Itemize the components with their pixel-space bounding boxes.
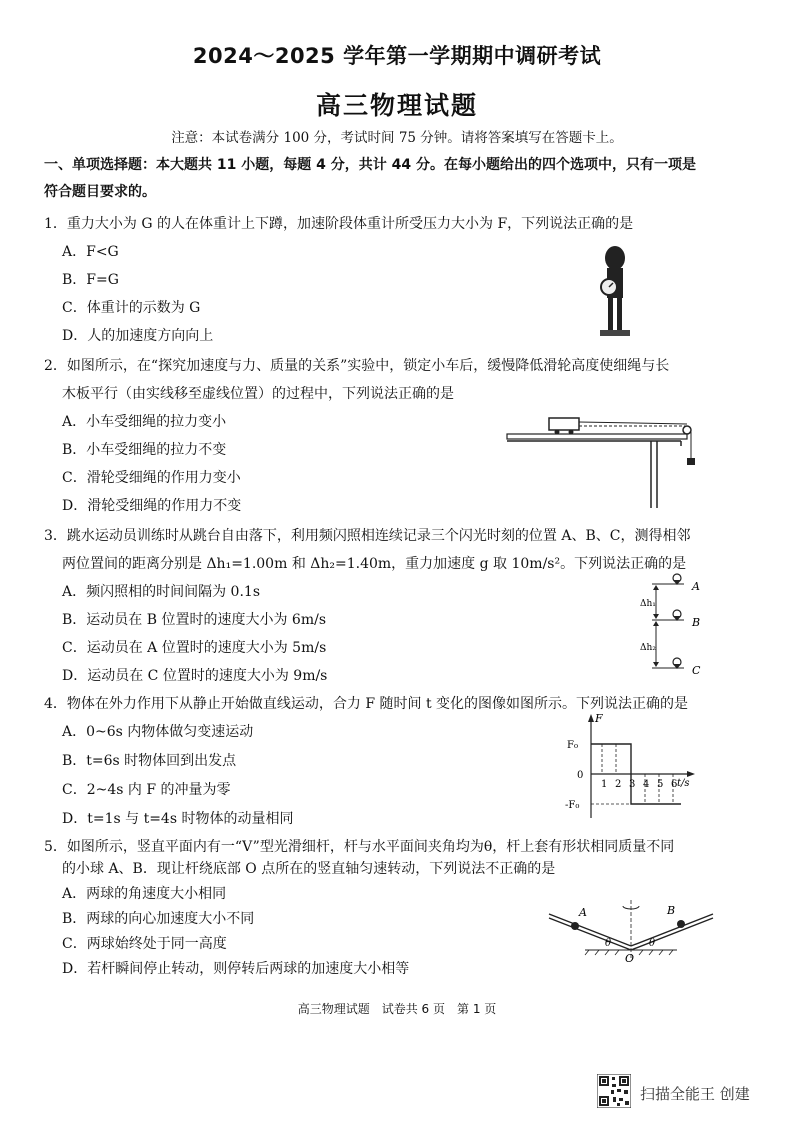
question-3-option-b: B．运动员在 B 位置时的速度大小为 6m/s	[62, 612, 327, 628]
axis-t-label: t/s	[677, 778, 690, 789]
label-a: A	[579, 906, 587, 919]
question-1-option-a: A．F<G	[62, 244, 119, 260]
question-1-option-c: C．体重计的示数为 G	[62, 300, 201, 316]
tick-label-4: 4	[643, 779, 650, 790]
question-5-option-b: B．两球的向心加速度大小不同	[62, 911, 255, 927]
exam-title: 2024～2025 学年第一学期期中调研考试	[192, 44, 602, 68]
tick-label-3: 3	[629, 779, 636, 790]
cart-pulley-figure	[505, 408, 705, 512]
question-5-stem-line1: 5．如图所示，竖直平面内有一“V”型光滑细杆，杆与水平面间夹角均为θ，杆上套有形状相同质量不同	[44, 839, 675, 855]
tick-labels	[601, 779, 677, 790]
question-5-option-a: A．两球的角速度大小相同	[62, 886, 227, 902]
section-heading-line1: 一、单项选择题：本大题共 11 小题，每题 4 分，共计 44 分。在每小题给出的四个选项中，只有一项是	[44, 157, 696, 173]
v-rod-figure	[545, 894, 720, 966]
question-3-option-c: C．运动员在 A 位置时的速度大小为 5m/s	[62, 640, 327, 656]
label-theta-left: θ	[605, 938, 612, 949]
question-2-option-d: D．滑轮受细绳的作用力不变	[62, 498, 242, 514]
label-o: O	[625, 952, 635, 965]
question-2-stem-line1: 2．如图所示，在“探究加速度与力、质量的关系”实验中，锁定小车后，缓慢降低滑轮高度使细绳与长	[44, 358, 670, 374]
label-b: B	[692, 616, 701, 629]
label-dh1: Δh₁	[640, 599, 656, 609]
question-3-option-d: D．运动员在 C 位置时的速度大小为 9m/s	[62, 668, 328, 684]
tick-label-6: 6	[671, 779, 678, 790]
person-on-scale-figure	[590, 240, 640, 340]
tick-label-2: 2	[615, 779, 622, 790]
question-1-option-b: B．F=G	[62, 272, 119, 288]
question-3-stem-line1: 3．跳水运动员训练时从跳台自由落下，利用频闪照相连续记录三个闪光时刻的位置 A、B、C，测得相邻	[44, 528, 691, 544]
label-a: A	[692, 580, 700, 593]
question-3-stem-line2: 两位置间的距离分别是 Δh₁=1.00m 和 Δh₂=1.40m，重力加速度 g 取 10m/s²。下列说法正确的是	[62, 556, 687, 572]
question-2-stem-line2: 木板平行（由实线移至虚线位置）的过程中，下列说法正确的是	[62, 386, 454, 402]
diver-strobe-figure	[640, 570, 710, 682]
neg-f0-label: -F₀	[565, 800, 580, 811]
question-1-stem: 1．重力大小为 G 的人在体重计上下蹲，加速阶段体重计所受压力大小为 F，下列说法正确的是	[44, 216, 634, 232]
tick-label-5: 5	[657, 779, 664, 790]
question-4-stem: 4．物体在外力作用下从静止开始做直线运动，合力 F 随时间 t 变化的图像如图所示。下列说法正确的是	[44, 696, 689, 712]
question-2-option-a: A．小车受细绳的拉力变小	[62, 414, 227, 430]
section-heading	[44, 152, 744, 206]
label-c: C	[692, 664, 701, 677]
tick-label-1: 1	[601, 779, 608, 790]
exam-notice: 注意：本试卷满分 100 分，考试时间 75 分钟。请将答案填写在答题卡上。	[171, 130, 623, 146]
question-4-option-a: A．0~6s 内物体做匀变速运动	[62, 724, 254, 740]
question-1-option-d: D．人的加速度方向向上	[62, 328, 214, 344]
subject-title: 高三物理试题	[315, 91, 478, 120]
axis-f-label: F	[595, 712, 603, 725]
qr-code-icon	[597, 1074, 631, 1108]
question-3-option-a: A．频闪照相的时间间隔为 0.1s	[62, 584, 261, 600]
force-time-graph	[565, 710, 705, 822]
question-5-option-c: C．两球始终处于同一高度	[62, 936, 227, 952]
question-4-option-d: D．t=1s 与 t=4s 时物体的动量相同	[62, 811, 294, 827]
scanner-watermark: 扫描全能王 创建	[640, 1085, 750, 1103]
f0-label: F₀	[567, 740, 578, 751]
page-footer: 高三物理试题 试卷共 6 页 第 1 页	[297, 1002, 497, 1016]
question-5-option-d: D．若杆瞬间停止转动，则停转后两球的加速度大小相等	[62, 961, 410, 977]
label-dh2: Δh₂	[640, 643, 656, 653]
question-2-option-c: C．滑轮受细绳的作用力变小	[62, 470, 241, 486]
question-5-stem-line2: 的小球 A、B．现让杆绕底部 O 点所在的竖直轴匀速转动，下列说法不正确的是	[62, 861, 556, 877]
label-b: B	[667, 904, 676, 917]
section-heading-line2: 符合题目要求的。	[44, 184, 156, 200]
origin-label: 0	[577, 770, 584, 781]
question-4-option-c: C．2~4s 内 F 的冲量为零	[62, 782, 231, 798]
label-theta-right: θ	[649, 938, 656, 949]
question-4-option-b: B．t=6s 时物体回到出发点	[62, 753, 237, 769]
question-2-option-b: B．小车受细绳的拉力不变	[62, 442, 227, 458]
